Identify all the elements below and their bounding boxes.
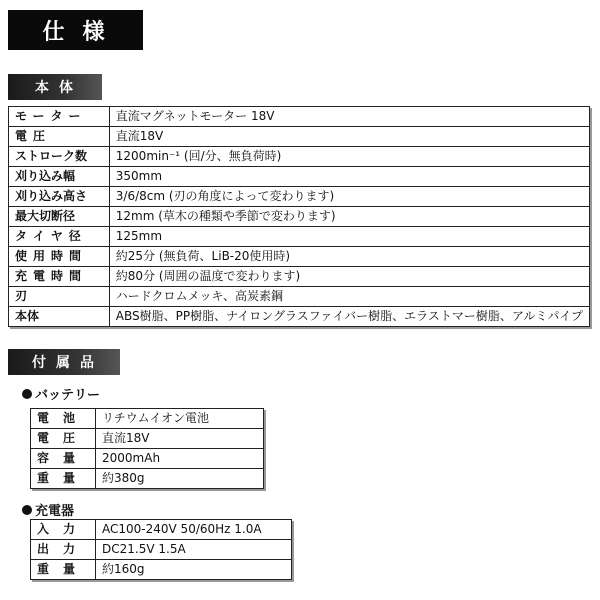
page-title: 仕様 xyxy=(8,10,143,50)
spec-label: 刈り込み幅 xyxy=(9,167,110,187)
table-row xyxy=(9,227,590,247)
table-row xyxy=(9,147,590,167)
battery-heading-label: バッテリー xyxy=(35,388,101,403)
spec-value: 約160g xyxy=(96,560,292,580)
table-row xyxy=(31,469,264,489)
spec-label: 電圧 xyxy=(31,429,96,449)
spec-value: 直流マグネットモーター 18V xyxy=(109,107,589,127)
spec-label: 入力 xyxy=(31,520,96,540)
table-row xyxy=(31,409,264,429)
spec-value: 3/6/8cm (刃の角度によって変わります) xyxy=(109,187,589,207)
spec-value: 直流18V xyxy=(96,429,264,449)
spec-label: 重量 xyxy=(31,560,96,580)
spec-label: 使用時間 xyxy=(9,247,110,267)
body-section-tab: 本体 xyxy=(8,74,102,100)
spec-value: AC100-240V 50/60Hz 1.0A xyxy=(96,520,292,540)
table-row xyxy=(31,540,292,560)
spec-value: 2000mAh xyxy=(96,449,264,469)
spec-label: 刃 xyxy=(9,287,110,307)
bullet-icon xyxy=(22,505,32,515)
spec-value: 約80分 (周囲の温度で変わります) xyxy=(109,267,589,287)
spec-value: ABS樹脂、PP樹脂、ナイロングラスファイバー樹脂、エラストマー樹脂、アルミパイプ xyxy=(109,307,589,327)
spec-value: DC21.5V 1.5A xyxy=(96,540,292,560)
table-row xyxy=(9,187,590,207)
battery-spec-table xyxy=(30,408,264,489)
table-row xyxy=(9,267,590,287)
spec-label: 容量 xyxy=(31,449,96,469)
table-row xyxy=(9,287,590,307)
table-row xyxy=(31,429,264,449)
table-row xyxy=(9,247,590,267)
charger-heading xyxy=(22,500,74,519)
spec-value: 125mm xyxy=(109,227,589,247)
table-row xyxy=(9,107,590,127)
spec-label: 最大切断径 xyxy=(9,207,110,227)
spec-value: 約25分 (無負荷、LiB-20使用時) xyxy=(109,247,589,267)
battery-heading xyxy=(22,384,100,403)
spec-label: モーター xyxy=(9,107,110,127)
bullet-icon xyxy=(22,389,32,399)
table-row xyxy=(9,307,590,327)
table-row xyxy=(9,167,590,187)
spec-label: 本体 xyxy=(9,307,110,327)
spec-value: 直流18V xyxy=(109,127,589,147)
spec-label: ストローク数 xyxy=(9,147,110,167)
spec-label: 出力 xyxy=(31,540,96,560)
spec-label: タイヤ径 xyxy=(9,227,110,247)
charger-spec-table xyxy=(30,519,292,580)
spec-value: ハードクロムメッキ、高炭素鋼 xyxy=(109,287,589,307)
accessories-section-tab: 付属品 xyxy=(8,349,120,375)
spec-label: 刈り込み高さ xyxy=(9,187,110,207)
body-spec-table xyxy=(8,106,590,327)
spec-label: 電圧 xyxy=(9,127,110,147)
spec-value: 約380g xyxy=(96,469,264,489)
spec-label: 電池 xyxy=(31,409,96,429)
spec-value: 1200min⁻¹ (回/分、無負荷時) xyxy=(109,147,589,167)
table-row xyxy=(31,449,264,469)
spec-label: 充電時間 xyxy=(9,267,110,287)
table-row xyxy=(31,520,292,540)
charger-heading-label: 充電器 xyxy=(35,504,75,519)
table-row xyxy=(31,560,292,580)
spec-value: 12mm (草木の種類や季節で変わります) xyxy=(109,207,589,227)
spec-value: 350mm xyxy=(109,167,589,187)
spec-value: リチウムイオン電池 xyxy=(96,409,264,429)
table-row xyxy=(9,207,590,227)
spec-label: 重量 xyxy=(31,469,96,489)
table-row xyxy=(9,127,590,147)
